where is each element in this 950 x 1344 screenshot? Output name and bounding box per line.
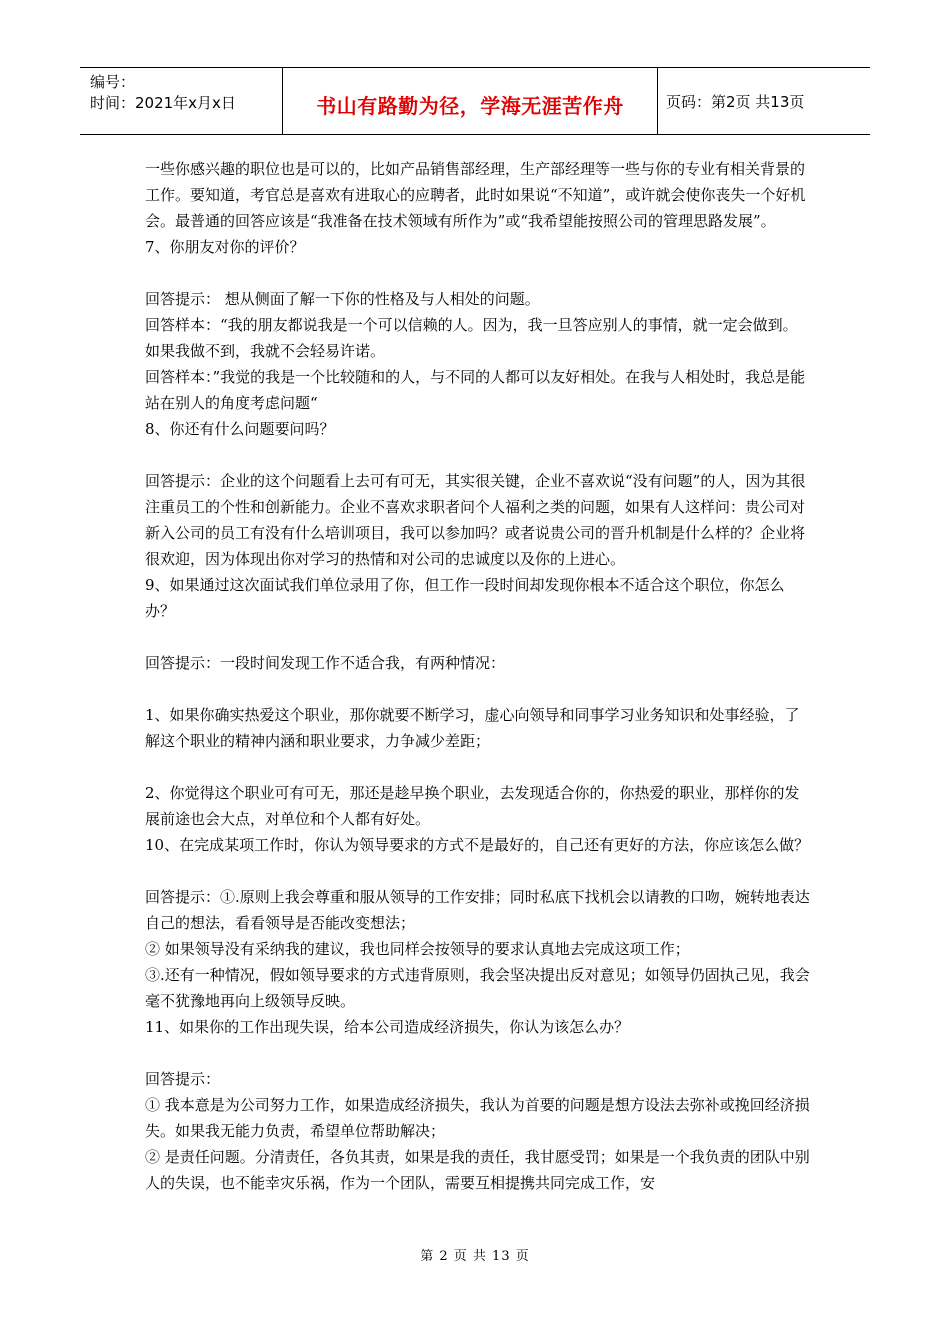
body-paragraph: ① 我本意是为公司努力工作，如果造成经济损失，我认为首要的问题是想方设法去弥补或挽回经济损失。如果我无能力负责，希望单位帮助解决； [145, 1096, 810, 1140]
header-page-info: 页码：第2页 共13页 [666, 92, 805, 111]
body-paragraph: 回答样本：“我的朋友都说我是一个可以信赖的人。因为，我一旦答应别人的事情，就一定会做到。如果我做不到，我就不会轻易许诺。 [145, 316, 798, 360]
header-motto-cell [283, 68, 658, 134]
document-date: 时间：2021年x月x日 [90, 94, 236, 112]
body-paragraph: ③.还有一种情况，假如领导要求的方式违背原则，我会坚决提出反对意见；如领导仍固执己见，我会毫不犹豫地再向上级领导反映。 [145, 966, 810, 1010]
blank-line [145, 1040, 810, 1066]
body-paragraph: 回答提示：一段时间发现工作不适合我，有两种情况： [145, 654, 506, 672]
blank-line [145, 260, 810, 286]
blank-line [145, 754, 810, 780]
body-paragraph: ② 如果领导没有采纳我的建议，我也同样会按领导的要求认真地去完成这项工作； [145, 940, 690, 958]
document-body [145, 156, 810, 1196]
blank-line [145, 442, 810, 468]
body-paragraph: 回答提示： [145, 1070, 221, 1088]
blank-line [145, 858, 810, 884]
body-paragraph: 9、如果通过这次面试我们单位录用了你，但工作一段时间却发现你根本不适合这个职位，你怎么办？ [145, 576, 785, 620]
body-paragraph: 一些你感兴趣的职位也是可以的，比如产品销售部经理，生产部经理等一些与你的专业有相关背景的工作。要知道，考官总是喜欢有进取心的应聘者，此时如果说“不知道”，或许就会使你丧失一个好机会。最普通的回答应该是“我准备在技术领域有所作为”或“我希望能按照公司的管理思路发展”。 [145, 160, 806, 230]
header-motto: 书山有路勤为径，学海无涯苦作舟 [316, 93, 624, 118]
body-paragraph: 10、在完成某项工作时，你认为领导要求的方式不是最好的，自己还有更好的方法，你应该怎么做？ [145, 836, 810, 854]
header-page-info-cell [658, 68, 870, 134]
body-paragraph: 8、你还有什么问题要问吗？ [145, 420, 335, 438]
body-paragraph: ② 是责任问题。分清责任，各负其责，如果是我的责任，我甘愿受罚；如果是一个我负责的团队中别人的失误，也不能幸灾乐祸，作为一个团队，需要互相提携共同完成工作，安 [145, 1148, 810, 1192]
blank-line [145, 676, 810, 702]
page-footer: 第 2 页 共 13 页 [420, 1249, 530, 1264]
body-paragraph: 7、你朋友对你的评价？ [145, 238, 305, 256]
body-paragraph: 2、你觉得这个职业可有可无，那还是趁早换个职业，去发现适合你的，你热爱的职业，那样你的发展前途也会大点，对单位和个人都有好处。 [145, 784, 800, 828]
body-paragraph: 1、如果你确实热爱这个职业，那你就要不断学习，虚心向领导和同事学习业务知识和处事经验，了解这个职业的精神内涵和职业要求，力争减少差距； [145, 706, 800, 750]
blank-line [145, 624, 810, 650]
header-meta [80, 68, 283, 134]
body-paragraph: 回答提示： 想从侧面了解一下你的性格及与人相处的问题。 [145, 290, 540, 308]
body-paragraph: 回答提示：①.原则上我会尊重和服从领导的工作安排；同时私底下找机会以请教的口吻，婉转地表达自己的想法，看看领导是否能改变想法； [145, 888, 810, 932]
body-paragraph: 回答提示：企业的这个问题看上去可有可无，其实很关键，企业不喜欢说“没有问题”的人，因为其很注重员工的个性和创新能力。企业不喜欢求职者问个人福利之类的问题，如果有人这样问：贵公司对新入公司的员工有没有什么培训项目，我可以参加吗？或者说贵公司的晋升机制是什么样的？企业将很欢迎，因为体现出你对学习的热情和对公司的忠诚度以及你的上进心。 [145, 472, 806, 568]
body-paragraph: 回答样本：”我觉的我是一个比较随和的人，与不同的人都可以友好相处。在我与人相处时，我总是能站在别人的角度考虑问题“ [145, 368, 806, 412]
document-number-label: 编号： [90, 73, 136, 91]
page-header [80, 67, 870, 135]
body-paragraph: 11、如果你的工作出现失误，给本公司造成经济损失，你认为该怎么办？ [145, 1018, 630, 1036]
